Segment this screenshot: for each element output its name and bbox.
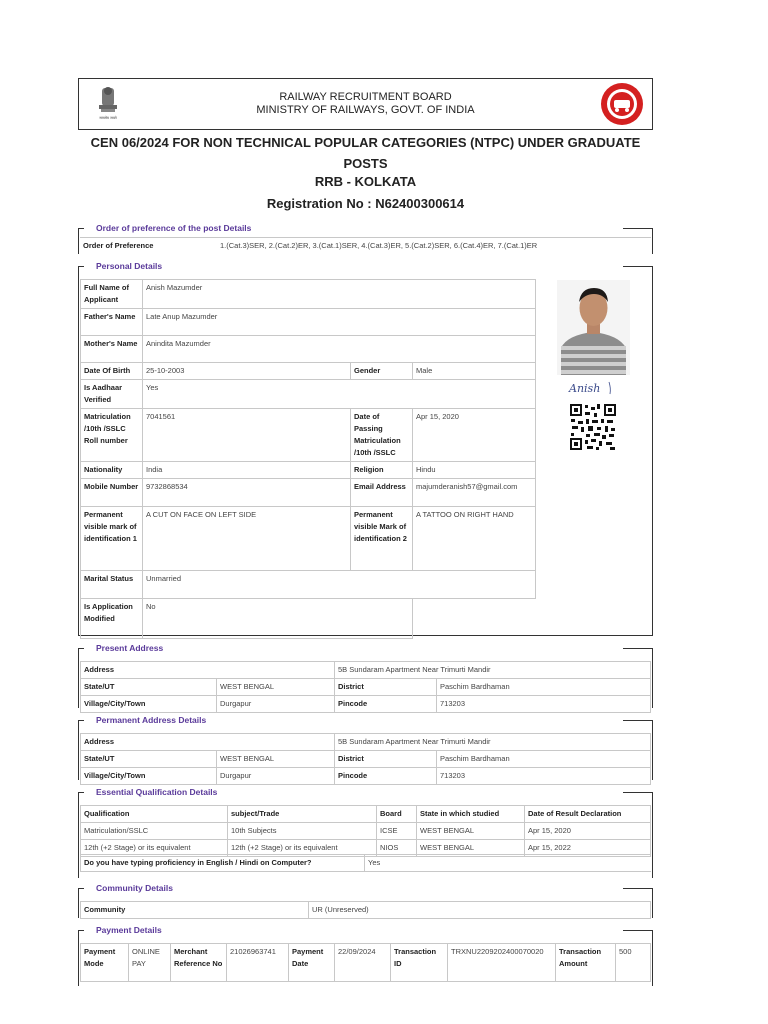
permanent-district-value: Paschim Bardhaman	[437, 751, 651, 768]
typing-label: Do you have typing proficiency in English / Hindi on Computer?	[81, 855, 365, 872]
present-address-section	[78, 642, 653, 708]
qualification-header-row	[81, 806, 651, 823]
qualification-table	[80, 805, 651, 857]
present-district-value: Paschim Bardhaman	[437, 679, 651, 696]
marital-value: Unmarried	[143, 571, 536, 599]
qr-code-icon	[569, 403, 617, 451]
marital-label: Marital Status	[81, 571, 143, 599]
present-address-label: Address	[81, 662, 335, 679]
preference-title: Order of preference of the post Details	[96, 223, 252, 233]
matric-value: 7041561	[143, 409, 351, 462]
preference-label: Order of Preference	[80, 238, 217, 255]
gender-value: Male	[413, 363, 536, 380]
railway-logo-icon	[600, 82, 644, 126]
present-state-label: State/UT	[81, 679, 217, 696]
preference-value: 1.(Cat.3)SER, 2.(Cat.2)ER, 3.(Cat.1)SER, 4.(Cat.3)ER, 5.(Cat.2)SER, 6.(Cat.4)ER, 7.(Cat.1)ER	[217, 238, 651, 255]
permanent-pincode-value: 713203	[437, 768, 651, 785]
father-label: Father's Name	[81, 309, 143, 336]
mother-label: Mother's Name	[81, 336, 143, 363]
permanent-village-label: Village/City/Town	[81, 768, 217, 785]
table-cell: 12th (+2 Stage) or its equivalent	[81, 840, 228, 857]
present-village-label: Village/City/Town	[81, 696, 217, 713]
mark2-value: A TATTOO ON RIGHT HAND	[413, 507, 536, 571]
matric-date-label: Date of Passing Matriculation /10th /SSLC	[351, 409, 413, 462]
mark1-value: A CUT ON FACE ON LEFT SIDE	[143, 507, 351, 571]
mother-value: Anindita Mazumder	[143, 336, 536, 363]
payment-date-value: 22/09/2024	[335, 944, 391, 982]
matric-date-value: Apr 15, 2020	[413, 409, 536, 462]
qualification-title: Essential Qualification Details	[96, 787, 218, 797]
community-label: Community	[81, 902, 309, 919]
org-name: RAILWAY RECRUITMENT BOARD	[279, 91, 452, 103]
table-cell: WEST BENGAL	[417, 823, 525, 840]
preference-section	[78, 222, 653, 254]
dob-label: Date Of Birth	[81, 363, 143, 380]
state-header: State in which studied	[417, 806, 525, 823]
permanent-village-value: Durgapur	[217, 768, 335, 785]
full-name-value: Anish Mazumder	[143, 280, 536, 309]
permanent-address-section	[78, 714, 653, 780]
mark1-label: Permanent visible mark of identification 1	[81, 507, 143, 571]
table-cell: WEST BENGAL	[417, 840, 525, 857]
community-value: UR (Unreserved)	[309, 902, 651, 919]
header-box	[78, 78, 653, 130]
result-date-header: Date of Result Declaration	[525, 806, 651, 823]
transaction-amount-label: Transaction Amount	[556, 944, 616, 982]
email-label: Email Address	[351, 479, 413, 507]
table-cell: Apr 15, 2020	[525, 823, 651, 840]
payment-title: Payment Details	[96, 925, 162, 935]
aadhaar-label: Is Aadhaar Verified	[81, 380, 143, 409]
religion-value: Hindu	[413, 462, 536, 479]
dob-value: 25-10-2003	[143, 363, 351, 380]
modified-value: No	[143, 599, 413, 639]
permanent-district-label: District	[335, 751, 437, 768]
payment-section	[78, 924, 653, 986]
religion-label: Religion	[351, 462, 413, 479]
mobile-value: 9732868534	[143, 479, 351, 507]
present-pincode-label: Pincode	[335, 696, 437, 713]
registration-number: Registration No : N62400300614	[266, 196, 465, 211]
gender-label: Gender	[351, 363, 413, 380]
permanent-state-value: WEST BENGAL	[217, 751, 335, 768]
table-cell: 12th (+2 Stage) or its equivalent	[228, 840, 377, 857]
email-value: majumderanish57@gmail.com	[413, 479, 536, 507]
modified-label: Is Application Modified	[81, 599, 143, 639]
personal-title: Personal Details	[96, 261, 163, 271]
mobile-label: Mobile Number	[81, 479, 143, 507]
matric-label: Matriculation /10th /SSLC Roll number	[81, 409, 143, 462]
transaction-id-value: TRXNU2209202400070020	[448, 944, 556, 982]
mark2-label: Permanent visible Mark of identification 2	[351, 507, 413, 571]
merchant-ref-label: Merchant Reference No	[171, 944, 227, 982]
full-name-label: Full Name of Applicant	[81, 280, 143, 309]
permanent-state-label: State/UT	[81, 751, 217, 768]
present-state-value: WEST BENGAL	[217, 679, 335, 696]
payment-mode-label: Payment Mode	[81, 944, 129, 982]
permanent-pincode-label: Pincode	[335, 768, 437, 785]
present-address-value: 5B Sundaram Apartment Near Trimurti Mandir	[335, 662, 651, 679]
table-cell: ICSE	[377, 823, 417, 840]
merchant-ref-value: 21026963741	[227, 944, 289, 982]
father-value: Late Anup Mazumder	[143, 309, 536, 336]
typing-value: Yes	[365, 855, 652, 872]
nationality-value: India	[143, 462, 351, 479]
payment-date-label: Payment Date	[289, 944, 335, 982]
community-title: Community Details	[96, 883, 173, 893]
qualification-section	[78, 786, 653, 878]
table-cell: Matriculation/SSLC	[81, 823, 228, 840]
payment-mode-value: ONLINE PAY	[129, 944, 171, 982]
rrb-board: RRB - KOLKATA	[314, 174, 417, 189]
present-district-label: District	[335, 679, 437, 696]
personal-table	[80, 279, 536, 639]
table-row	[81, 823, 651, 840]
table-cell: 10th Subjects	[228, 823, 377, 840]
ministry-name: MINISTRY OF RAILWAYS, GOVT. OF INDIA	[256, 104, 475, 116]
table-cell: NIOS	[377, 840, 417, 857]
signature-text: Anish	[569, 382, 601, 395]
emblem-caption: सत्यमेव जयते	[99, 116, 117, 120]
present-pincode-value: 713203	[437, 696, 651, 713]
subject-header: subject/Trade	[228, 806, 377, 823]
transaction-id-label: Transaction ID	[391, 944, 448, 982]
applicant-photo	[557, 280, 630, 400]
permanent-address-value: 5B Sundaram Apartment Near Trimurti Mandir	[335, 734, 651, 751]
community-section	[78, 882, 653, 918]
board-header: Board	[377, 806, 417, 823]
qual-header: Qualification	[81, 806, 228, 823]
permanent-address-title: Permanent Address Details	[96, 715, 207, 725]
permanent-address-label: Address	[81, 734, 335, 751]
national-emblem-icon	[93, 83, 123, 123]
table-cell: Apr 15, 2022	[525, 840, 651, 857]
aadhaar-value: Yes	[143, 380, 536, 409]
present-village-value: Durgapur	[217, 696, 335, 713]
nationality-label: Nationality	[81, 462, 143, 479]
transaction-amount-value: 500	[616, 944, 651, 982]
payment-table	[80, 943, 651, 982]
exam-title: CEN 06/2024 FOR NON TECHNICAL POPULAR CATEGORIES (NTPC) UNDER GRADUATE POSTS	[90, 135, 641, 171]
present-address-title: Present Address	[96, 643, 164, 653]
